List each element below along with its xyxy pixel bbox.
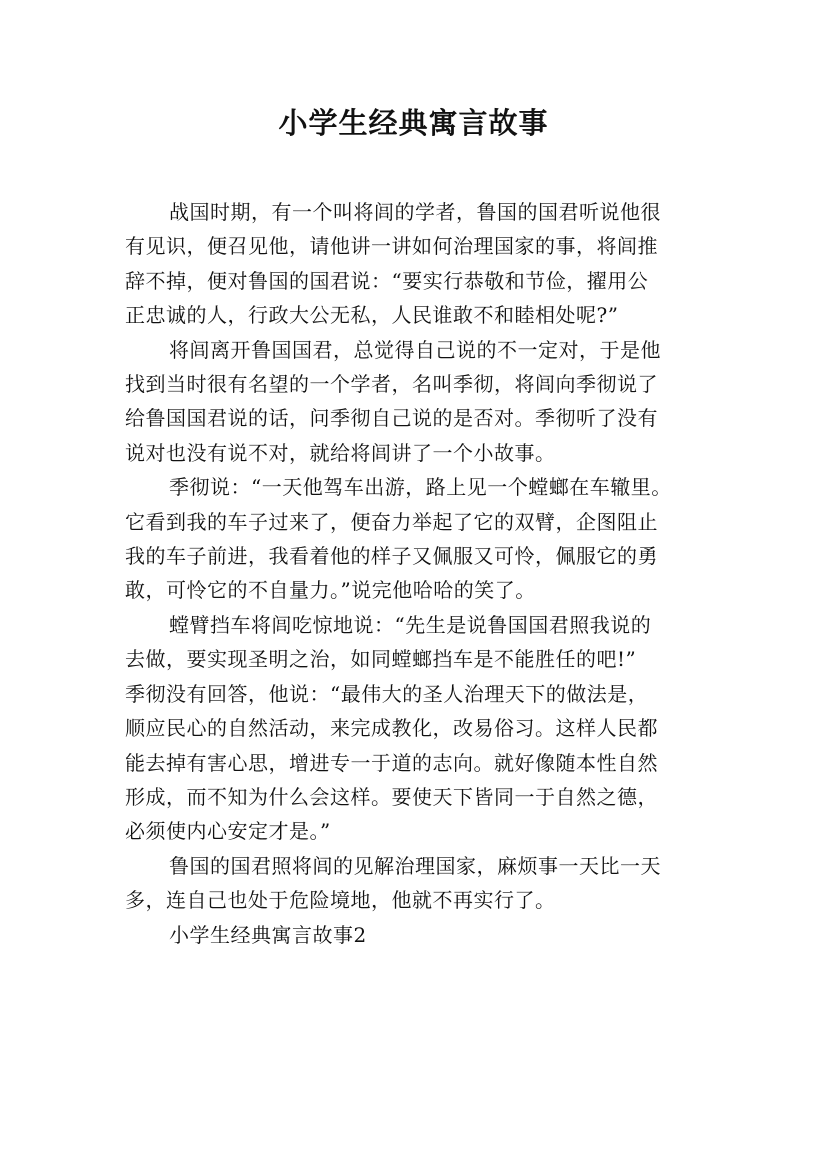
text-line: 敢，可怜它的不自量力。”说完他哈哈的笑了。 — [125, 578, 536, 603]
text-line: 季彻说：“一天他驾车出游，路上见一个螳螂在车辙里。 — [169, 475, 672, 500]
text-line: 鲁国的国君照将闾的见解治理国家，麻烦事一天比一天 — [169, 853, 661, 878]
text-line: 正忠诚的人，行政大公无私，人民谁敢不和睦相处呢?” — [125, 303, 619, 328]
text-line: 小学生经典寓言故事2 — [169, 922, 367, 947]
text-line: 螳臂挡车将闾吃惊地说：“先生是说鲁国国君照我说的 — [169, 612, 652, 637]
document-title: 小学生经典寓言故事 — [278, 106, 549, 140]
document-body — [125, 195, 710, 952]
text-line: 找到当时很有名望的一个学者，名叫季彻，将闾向季彻说了 — [125, 372, 658, 397]
text-line: 季彻没有回答，他说：“最伟大的圣人治理天下的做法是， — [125, 681, 649, 706]
text-line: 说对也没有说不对，就给将闾讲了一个小故事。 — [125, 440, 556, 465]
text-line: 辞不掉，便对鲁国的国君说：“要实行恭敬和节俭，擢用公 — [125, 268, 649, 293]
text-line: 将闾离开鲁国国君，总觉得自己说的不一定对，于是他 — [169, 337, 661, 362]
text-line: 它看到我的车子过来了，便奋力举起了它的双臂，企图阻止 — [125, 509, 658, 534]
text-line: 战国时期，有一个叫将闾的学者，鲁国的国君听说他很 — [169, 200, 661, 224]
text-line: 给鲁国国君说的话，问季彻自己说的是否对。季彻听了没有 — [125, 406, 658, 431]
text-line: 有见识，便召见他，请他讲一讲如何治理国家的事，将闾推 — [125, 234, 658, 259]
text-line: 去做，要实现圣明之治，如同螳螂挡车是不能胜任的吧!” — [125, 647, 637, 672]
text-line: 能去掉有害心思，增进专一于道的志向。就好像随本性自然 — [125, 750, 658, 775]
text-line: 形成，而不知为什么会这样。要使天下皆同一于自然之德， — [125, 784, 658, 809]
text-line: 顺应民心的自然活动，来完成教化，改易俗习。这样人民都 — [125, 716, 658, 741]
text-line: 我的车子前进，我看着他的样子又佩服又可怜，佩服它的勇 — [125, 544, 658, 569]
text-line: 多，连自己也处于危险境地，他就不再实行了。 — [125, 888, 556, 913]
text-line: 必须使内心安定才是。” — [125, 819, 331, 844]
